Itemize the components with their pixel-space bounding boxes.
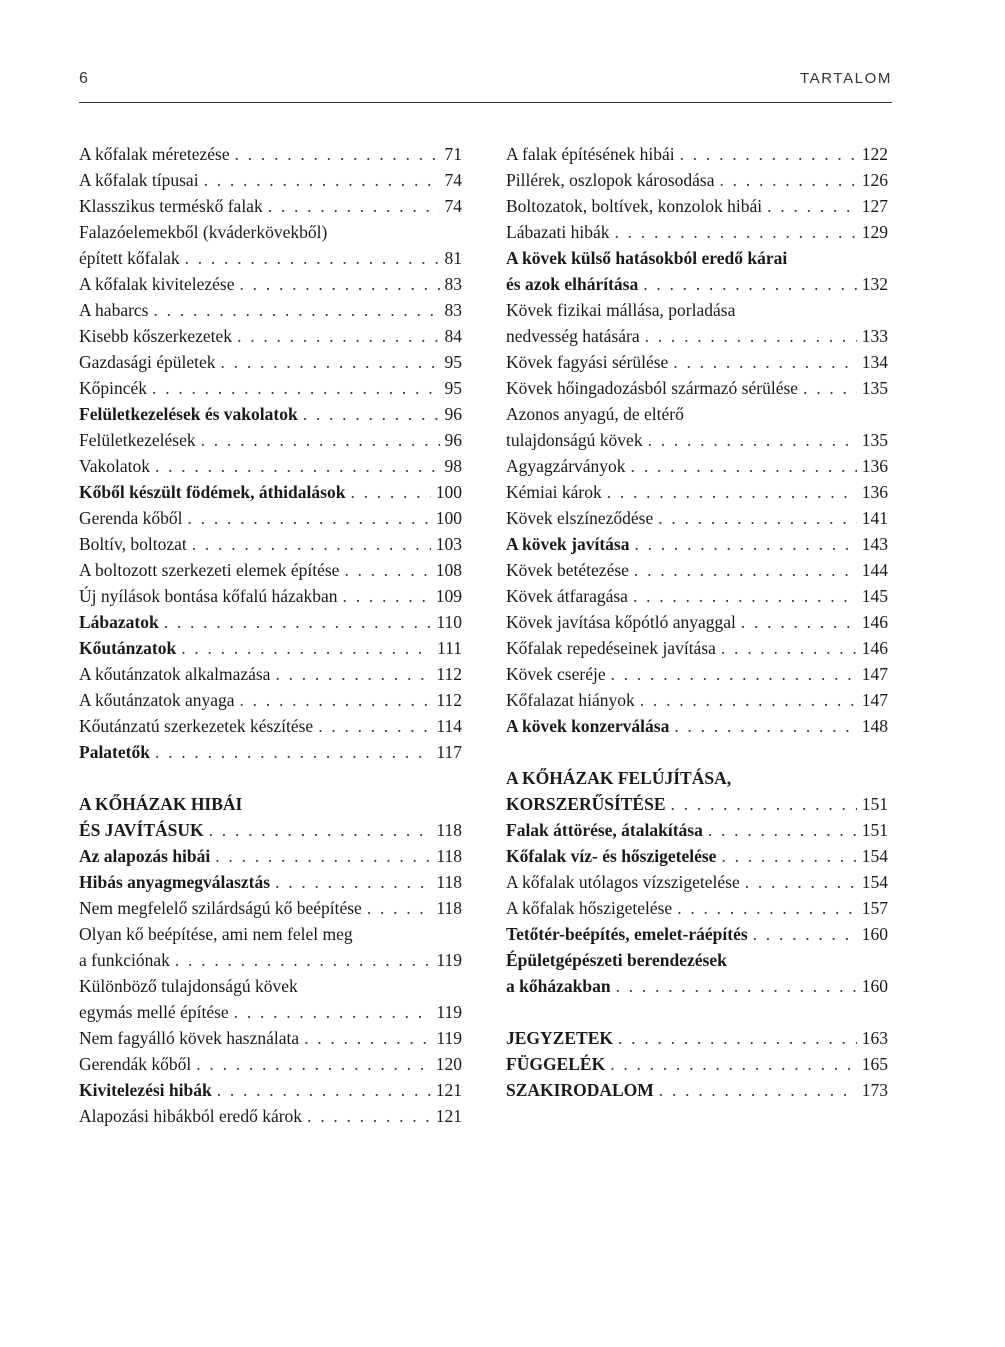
toc-entry xyxy=(79,869,462,895)
toc-entry-title: Agyagzárványok xyxy=(506,456,626,476)
toc-dot-leader xyxy=(615,219,857,245)
toc-entry-title: A kőfalak kivitelezése xyxy=(79,274,235,294)
toc-entry xyxy=(506,531,888,557)
toc-dot-leader xyxy=(192,531,431,557)
toc-entry-page: 151 xyxy=(861,794,888,814)
toc-entry-page: 144 xyxy=(861,560,888,580)
toc-dot-leader xyxy=(745,869,857,895)
toc-dot-leader xyxy=(268,193,440,219)
toc-entry-title: Kőpincék xyxy=(79,378,148,398)
toc-dot-leader xyxy=(610,1051,857,1077)
toc-entry xyxy=(79,167,462,193)
toc-entry-page: 151 xyxy=(861,820,888,840)
toc-dot-leader xyxy=(201,427,440,453)
toc-entry-page: 118 xyxy=(436,898,462,918)
toc-entry xyxy=(506,661,888,687)
toc-entry xyxy=(506,167,888,193)
toc-entry xyxy=(79,1025,462,1051)
toc-entry-title: ÉS JAVÍTÁSUK xyxy=(79,820,204,840)
toc-entry-title: nedvesség hatására xyxy=(506,326,640,346)
toc-entry-title: Kisebb kőszerkezetek xyxy=(79,326,233,346)
toc-entry-page: 154 xyxy=(861,872,888,892)
toc-entry-title: A kőfalak hőszigetelése xyxy=(506,898,673,918)
toc-entry-title: A kőutánzatok alkalmazása xyxy=(79,664,271,684)
toc-entry xyxy=(506,479,888,505)
toc-entry xyxy=(79,453,462,479)
toc-dot-leader xyxy=(221,349,440,375)
toc-entry-page: 165 xyxy=(861,1054,888,1074)
toc-entry-title: A KŐHÁZAK FELÚJÍTÁSA, xyxy=(506,768,732,788)
toc-dot-leader xyxy=(753,921,857,947)
toc-entry-page: 154 xyxy=(861,846,888,866)
toc-entry xyxy=(506,375,888,401)
toc-entry xyxy=(79,219,462,245)
toc-entry-title: Kémiai károk xyxy=(506,482,602,502)
toc-entry-title: A kőfalak típusai xyxy=(79,170,199,190)
toc-entry xyxy=(79,193,462,219)
toc-entry xyxy=(79,531,462,557)
toc-entry xyxy=(506,869,888,895)
toc-entry-page: 157 xyxy=(861,898,888,918)
toc-dot-leader xyxy=(275,869,431,895)
toc-entry-title: Falak áttörése, átalakítása xyxy=(506,820,703,840)
toc-dot-leader xyxy=(741,609,857,635)
toc-entry-title: Palatetők xyxy=(79,742,150,762)
toc-entry-page: 141 xyxy=(861,508,888,528)
toc-entry-page: 121 xyxy=(435,1080,462,1100)
toc-dot-leader xyxy=(671,791,857,817)
toc-entry-page: 122 xyxy=(861,144,888,164)
toc-entry xyxy=(79,349,462,375)
toc-entry-title: Falazóelemekből (kváderkövekből) xyxy=(79,222,328,242)
toc-entry-page: 160 xyxy=(861,976,888,996)
toc-entry-page: 146 xyxy=(861,638,888,658)
toc-entry-title: KORSZERŰSÍTÉSE xyxy=(506,794,666,814)
toc-entry-page: 129 xyxy=(861,222,888,242)
toc-entry xyxy=(506,557,888,583)
toc-dot-leader xyxy=(680,141,857,167)
toc-entry-page: 109 xyxy=(435,586,462,606)
toc-dot-leader xyxy=(658,505,857,531)
toc-entry xyxy=(506,193,888,219)
toc-entry-title: a kőházakban xyxy=(506,976,611,996)
toc-left-column xyxy=(79,141,462,1129)
toc-entry-title: A KŐHÁZAK HIBÁI xyxy=(79,794,243,814)
toc-entry-title: Tetőtér-beépítés, emelet-ráépítés xyxy=(506,924,748,944)
toc-entry xyxy=(506,141,888,167)
toc-entry xyxy=(506,973,888,999)
toc-dot-leader xyxy=(303,401,440,427)
toc-entry-page: 132 xyxy=(861,274,888,294)
toc-entry xyxy=(79,479,462,505)
toc-entry-title: Kőből készült födémek, áthidalások xyxy=(79,482,346,502)
toc-entry-page: 147 xyxy=(861,690,888,710)
toc-entry xyxy=(506,843,888,869)
toc-entry xyxy=(79,687,462,713)
toc-entry-title: egymás mellé építése xyxy=(79,1002,229,1022)
toc-entry-page: 117 xyxy=(436,742,462,762)
toc-entry-page: 127 xyxy=(861,196,888,216)
toc-entry xyxy=(79,271,462,297)
toc-entry-title: Olyan kő beépítése, ami nem felel meg xyxy=(79,924,353,944)
toc-dot-leader xyxy=(164,609,432,635)
toc-dot-leader xyxy=(634,557,857,583)
toc-entry xyxy=(506,219,888,245)
toc-entry-page: 145 xyxy=(861,586,888,606)
toc-entry xyxy=(506,453,888,479)
running-head: TARTALOM xyxy=(800,70,892,87)
toc-entry xyxy=(79,245,462,271)
toc-entry xyxy=(506,921,888,947)
toc-entry xyxy=(506,349,888,375)
toc-entry xyxy=(506,271,888,297)
toc-entry xyxy=(506,1051,888,1077)
toc-entry-page: 110 xyxy=(436,612,462,632)
toc-dot-leader xyxy=(154,297,440,323)
toc-entry-title: Lábazati hibák xyxy=(506,222,610,242)
toc-section-gap xyxy=(506,999,888,1025)
toc-entry-title: A habarcs xyxy=(79,300,149,320)
toc-dot-leader xyxy=(611,661,857,687)
toc-entry-page: 119 xyxy=(436,1028,462,1048)
toc-entry xyxy=(506,687,888,713)
toc-dot-leader xyxy=(767,193,857,219)
toc-entry xyxy=(79,739,462,765)
toc-dot-leader xyxy=(643,271,857,297)
toc-dot-leader xyxy=(607,479,857,505)
toc-entry xyxy=(506,791,888,817)
toc-entry xyxy=(79,713,462,739)
toc-entry-title: A kőfalak méretezése xyxy=(79,144,230,164)
toc-section-gap xyxy=(506,739,888,765)
toc-dot-leader xyxy=(155,453,440,479)
toc-dot-leader xyxy=(234,999,432,1025)
toc-entry xyxy=(506,635,888,661)
toc-dot-leader xyxy=(275,661,431,687)
toc-entry xyxy=(79,141,462,167)
toc-entry-title: Hibás anyagmegválasztás xyxy=(79,872,271,892)
toc-dot-leader xyxy=(631,453,857,479)
toc-entry-title: a funkciónak xyxy=(79,950,170,970)
toc-dot-leader xyxy=(215,843,431,869)
toc-entry-page: 148 xyxy=(861,716,888,736)
toc-entry-title: Nem fagyálló kövek használata xyxy=(79,1028,300,1048)
toc-dot-leader xyxy=(185,245,440,271)
toc-entry-title: SZAKIRODALOM xyxy=(506,1080,654,1100)
toc-dot-leader xyxy=(803,375,857,401)
toc-entry xyxy=(79,843,462,869)
toc-dot-leader xyxy=(677,895,857,921)
toc-entry xyxy=(506,947,888,973)
toc-dot-leader xyxy=(155,739,431,765)
toc-entry xyxy=(79,661,462,687)
toc-entry-title: Nem megfelelő szilárdságú kő beépítése xyxy=(79,898,362,918)
toc-dot-leader xyxy=(235,141,440,167)
page-number: 6 xyxy=(79,70,88,87)
toc-entry-title: Kőfalak víz- és hőszigetelése xyxy=(506,846,717,866)
toc-entry-page: 119 xyxy=(436,1002,462,1022)
toc-entry xyxy=(506,895,888,921)
toc-entry-page: 74 xyxy=(444,196,462,216)
toc-entry-title: Alapozási hibákból eredő károk xyxy=(79,1106,303,1126)
toc-entry-title: tulajdonságú kövek xyxy=(506,430,643,450)
toc-entry-title: Kövek cseréje xyxy=(506,664,606,684)
toc-dot-leader xyxy=(708,817,857,843)
toc-entry-title: Felületkezelések xyxy=(79,430,196,450)
toc-entry xyxy=(506,583,888,609)
toc-entry xyxy=(506,765,888,791)
toc-dot-leader xyxy=(618,1025,857,1051)
toc-entry xyxy=(79,557,462,583)
toc-dot-leader xyxy=(720,167,857,193)
toc-entry-title: épített kőfalak xyxy=(79,248,180,268)
toc-dot-leader xyxy=(196,1051,430,1077)
toc-entry-title: A kövek konzerválása xyxy=(506,716,670,736)
toc-entry-title: A boltozott szerkezeti elemek építése xyxy=(79,560,340,580)
toc-entry-title: Azonos anyagú, de eltérő xyxy=(506,404,684,424)
toc-entry xyxy=(79,375,462,401)
toc-entry-page: 100 xyxy=(435,482,462,502)
toc-entry-title: Gerenda kőből xyxy=(79,508,183,528)
toc-dot-leader xyxy=(181,635,432,661)
toc-dot-leader xyxy=(318,713,431,739)
toc-entry-page: 146 xyxy=(861,612,888,632)
toc-dot-leader xyxy=(188,505,431,531)
toc-entry xyxy=(79,921,462,947)
toc-entry-title: Gerendák kőből xyxy=(79,1054,192,1074)
toc-dot-leader xyxy=(240,687,432,713)
toc-entry-title: Lábazatok xyxy=(79,612,159,632)
toc-entry-page: 96 xyxy=(444,404,462,424)
toc-dot-leader xyxy=(673,349,856,375)
toc-entry xyxy=(506,505,888,531)
toc-entry-page: 136 xyxy=(861,456,888,476)
toc-entry-page: 126 xyxy=(861,170,888,190)
toc-entry xyxy=(79,1077,462,1103)
toc-entry xyxy=(506,245,888,271)
toc-entry xyxy=(506,609,888,635)
toc-dot-leader xyxy=(175,947,432,973)
toc-section-gap xyxy=(79,765,462,791)
toc-entry-title: JEGYZETEK xyxy=(506,1028,613,1048)
toc-dot-leader xyxy=(634,531,856,557)
toc-entry-page: 120 xyxy=(435,1054,462,1074)
toc-dot-leader xyxy=(640,687,857,713)
toc-dot-leader xyxy=(209,817,432,843)
toc-entry xyxy=(79,401,462,427)
toc-entry-title: Kivitelezési hibák xyxy=(79,1080,212,1100)
toc-entry-title: Boltív, boltozat xyxy=(79,534,187,554)
toc-entry-title: Felületkezelések és vakolatok xyxy=(79,404,298,424)
toc-entry xyxy=(79,609,462,635)
toc-entry-page: 71 xyxy=(444,144,462,164)
toc-entry-title: Új nyílások bontása kőfalú házakban xyxy=(79,586,338,606)
toc-entry-page: 112 xyxy=(436,690,462,710)
toc-entry-page: 119 xyxy=(436,950,462,970)
toc-entry-title: Különböző tulajdonságú kövek xyxy=(79,976,298,996)
toc-entry xyxy=(506,401,888,427)
toc-entry-page: 173 xyxy=(861,1080,888,1100)
toc-dot-leader xyxy=(217,1077,431,1103)
toc-dot-leader xyxy=(633,583,857,609)
toc-right-column xyxy=(506,141,888,1103)
toc-entry-page: 133 xyxy=(861,326,888,346)
toc-entry xyxy=(79,947,462,973)
toc-entry-title: Épületgépészeti berendezések xyxy=(506,950,727,970)
toc-entry-page: 108 xyxy=(435,560,462,580)
toc-entry xyxy=(79,1103,462,1129)
toc-entry-page: 83 xyxy=(444,300,462,320)
toc-entry-page: 118 xyxy=(436,820,462,840)
toc-dot-leader xyxy=(343,583,431,609)
toc-dot-leader xyxy=(240,271,440,297)
toc-entry-title: Kőfalak repedéseinek javítása xyxy=(506,638,716,658)
toc-entry-title: A kőfalak utólagos vízszigetelése xyxy=(506,872,740,892)
toc-entry-page: 147 xyxy=(861,664,888,684)
toc-entry xyxy=(79,999,462,1025)
toc-entry-page: 118 xyxy=(436,846,462,866)
toc-dot-leader xyxy=(304,1025,431,1051)
toc-entry xyxy=(79,973,462,999)
toc-entry xyxy=(79,817,462,843)
toc-entry-title: Az alapozás hibái xyxy=(79,846,211,866)
toc-entry-page: 112 xyxy=(436,664,462,684)
toc-dot-leader xyxy=(645,323,857,349)
toc-dot-leader xyxy=(350,479,430,505)
toc-entry-page: 160 xyxy=(861,924,888,944)
toc-entry xyxy=(506,297,888,323)
toc-entry-page: 95 xyxy=(444,352,462,372)
toc-entry xyxy=(79,323,462,349)
toc-entry-title: Kövek hőingadozásból származó sérülése xyxy=(506,378,799,398)
toc-entry xyxy=(79,791,462,817)
toc-entry-page: 163 xyxy=(861,1028,888,1048)
toc-entry-page: 135 xyxy=(861,378,888,398)
toc-entry-page: 103 xyxy=(435,534,462,554)
toc-dot-leader xyxy=(674,713,856,739)
toc-entry-title: Boltozatok, boltívek, konzolok hibái xyxy=(506,196,763,216)
toc-dot-leader xyxy=(204,167,440,193)
toc-entry-title: A kövek külső hatásokból eredő kárai xyxy=(506,248,788,268)
toc-entry-page: 134 xyxy=(861,352,888,372)
toc-entry xyxy=(79,583,462,609)
toc-entry-page: 135 xyxy=(861,430,888,450)
toc-entry xyxy=(79,1051,462,1077)
toc-entry-page: 121 xyxy=(435,1106,462,1126)
toc-entry-page: 83 xyxy=(444,274,462,294)
toc-entry xyxy=(79,895,462,921)
toc-entry-page: 111 xyxy=(437,638,462,658)
toc-entry-page: 84 xyxy=(444,326,462,346)
toc-entry xyxy=(506,427,888,453)
toc-entry xyxy=(79,297,462,323)
toc-entry-title: Kőutánzatú szerkezetek készítése xyxy=(79,716,314,736)
toc-entry-title: Vakolatok xyxy=(79,456,150,476)
toc-dot-leader xyxy=(237,323,439,349)
toc-dot-leader xyxy=(659,1077,857,1103)
toc-entry-title: A kőutánzatok anyaga xyxy=(79,690,235,710)
toc-dot-leader xyxy=(152,375,439,401)
toc-dot-leader xyxy=(616,973,857,999)
toc-entry-page: 95 xyxy=(444,378,462,398)
toc-entry-page: 98 xyxy=(444,456,462,476)
toc-entry-page: 143 xyxy=(861,534,888,554)
toc-entry-title: Kőfalazat hiányok xyxy=(506,690,635,710)
toc-dot-leader xyxy=(344,557,430,583)
toc-entry-title: Kövek elszíneződése xyxy=(506,508,654,528)
toc-entry xyxy=(506,323,888,349)
toc-entry-title: Kövek javítása kőpótló anyaggal xyxy=(506,612,736,632)
toc-entry xyxy=(506,713,888,739)
toc-dot-leader xyxy=(307,1103,431,1129)
toc-entry-title: Kőutánzatok xyxy=(79,638,177,658)
toc-entry-title: A kövek javítása xyxy=(506,534,630,554)
toc-entry xyxy=(506,1077,888,1103)
toc-entry-page: 100 xyxy=(435,508,462,528)
toc-entry xyxy=(79,635,462,661)
toc-dot-leader xyxy=(721,635,857,661)
toc-entry-page: 136 xyxy=(861,482,888,502)
toc-entry-title: Pillérek, oszlopok károsodása xyxy=(506,170,715,190)
toc-entry xyxy=(506,1025,888,1051)
toc-entry-title: Gazdasági épületek xyxy=(79,352,216,372)
toc-entry-page: 81 xyxy=(444,248,462,268)
toc-entry-title: Kövek fagyási sérülése xyxy=(506,352,669,372)
toc-entry-page: 118 xyxy=(436,872,462,892)
toc-entry-title: Klasszikus terméskő falak xyxy=(79,196,263,216)
toc-entry xyxy=(79,505,462,531)
toc-entry-title: és azok elhárítása xyxy=(506,274,639,294)
toc-entry xyxy=(79,427,462,453)
toc-entry-page: 74 xyxy=(444,170,462,190)
toc-dot-leader xyxy=(721,843,856,869)
toc-dot-leader xyxy=(367,895,432,921)
toc-entry-title: Kövek fizikai mállása, porladása xyxy=(506,300,736,320)
toc-entry-title: Kövek átfaragása xyxy=(506,586,628,606)
toc-entry-page: 96 xyxy=(444,430,462,450)
toc-entry-page: 114 xyxy=(436,716,462,736)
toc-entry-title: FÜGGELÉK xyxy=(506,1054,606,1074)
page-header xyxy=(79,66,892,103)
toc-entry xyxy=(506,817,888,843)
toc-entry-title: Kövek betétezése xyxy=(506,560,629,580)
toc-entry-title: A falak építésének hibái xyxy=(506,144,675,164)
toc-dot-leader xyxy=(648,427,857,453)
